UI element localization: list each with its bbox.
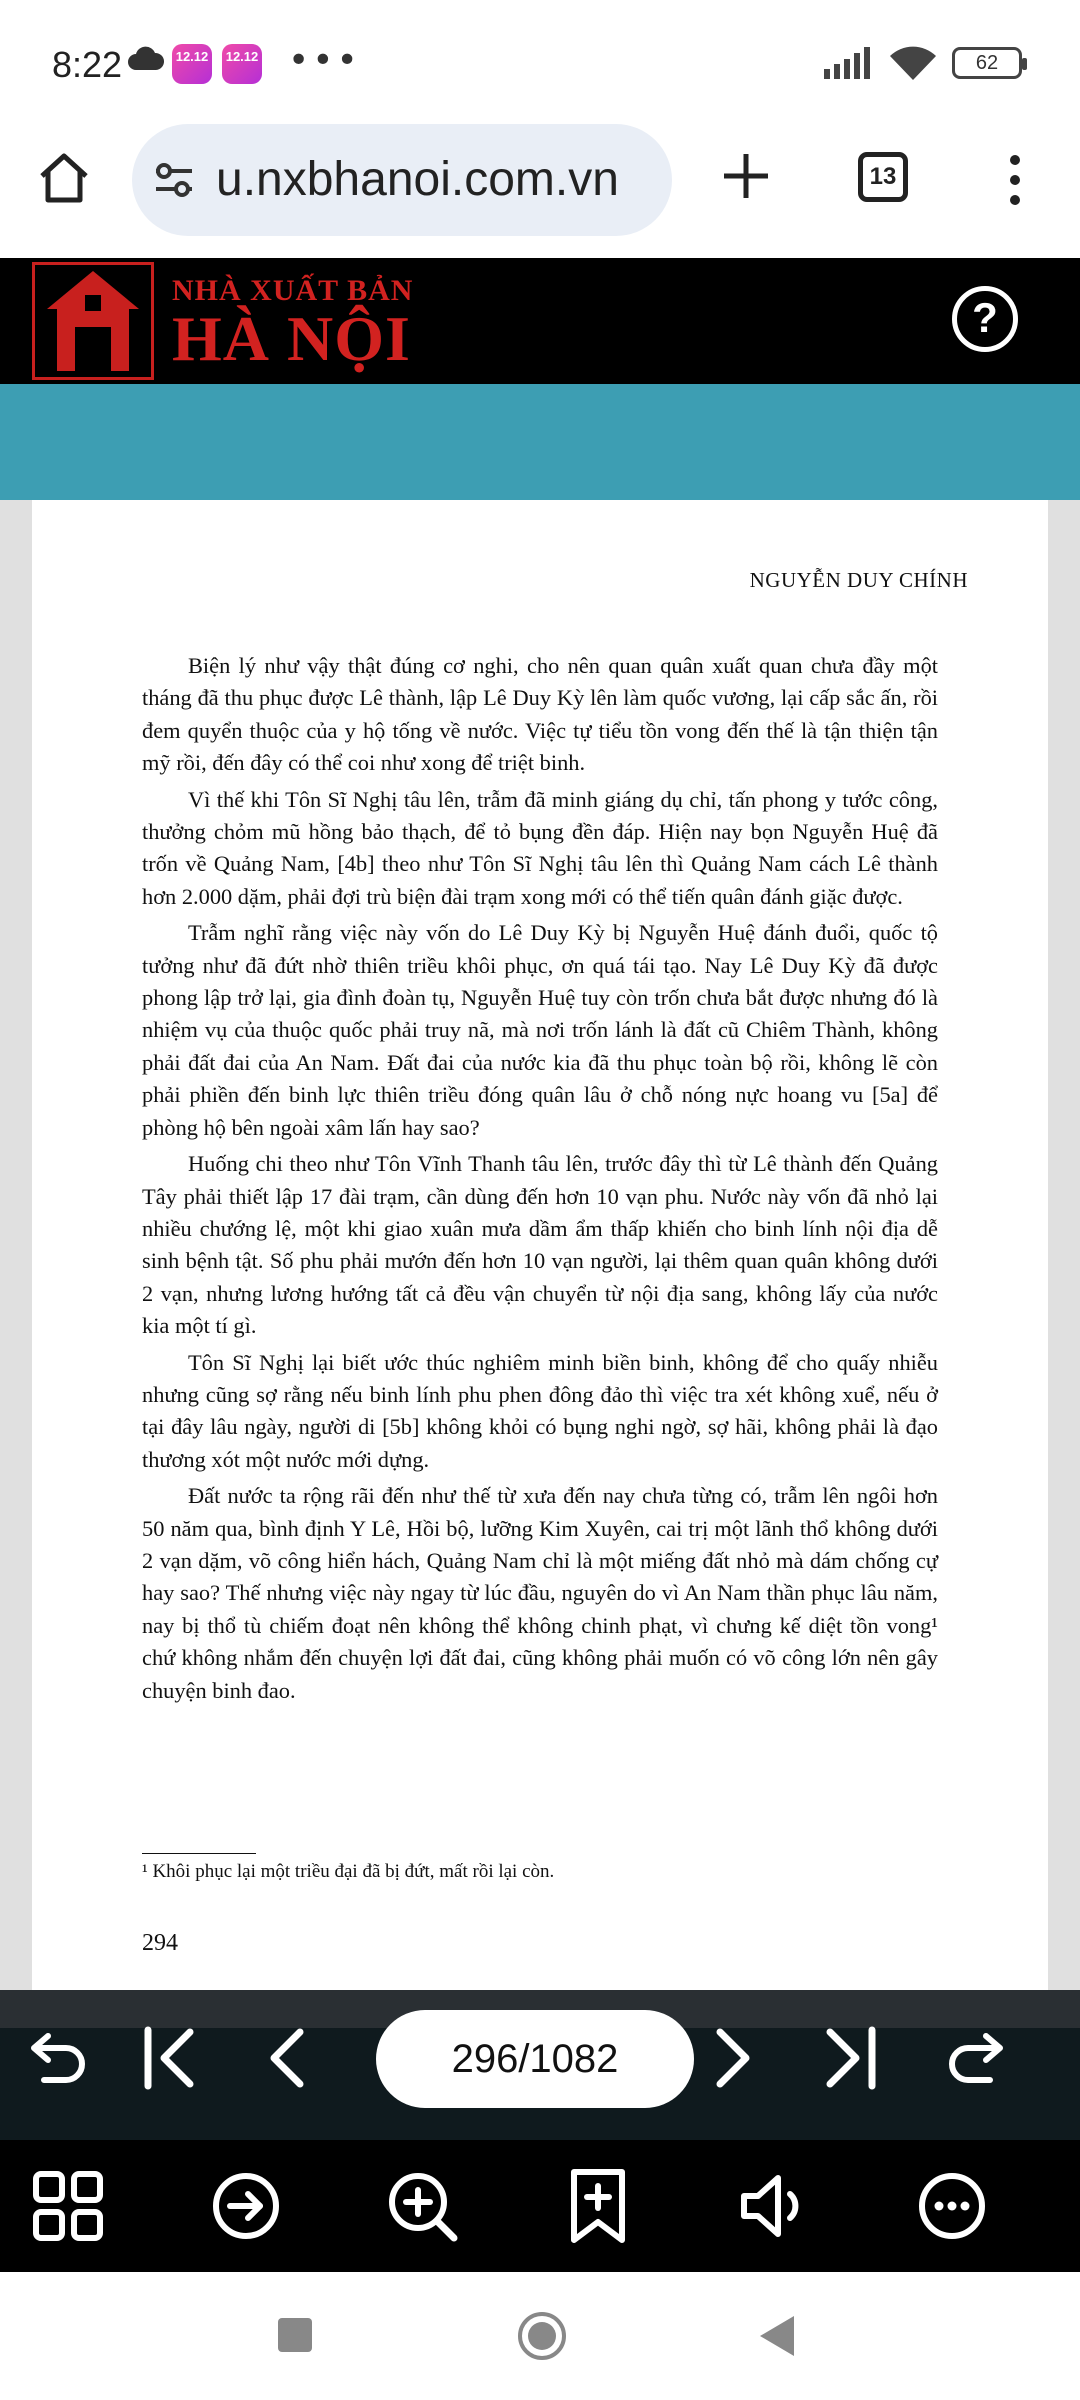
- next-page-icon[interactable]: [692, 2018, 772, 2098]
- reader-toolbar: [0, 2140, 1080, 2272]
- teal-banner: [0, 384, 1080, 500]
- signal-icon: [824, 47, 874, 79]
- site-settings-icon[interactable]: [152, 158, 196, 202]
- last-page-icon[interactable]: [808, 2018, 888, 2098]
- help-button[interactable]: ?: [952, 286, 1018, 352]
- paragraph: Vì thế khi Tôn Sĩ Nghị tâu lên, trẫm đã minh giáng dụ chỉ, tấn phong y tước công, thưởng chỏm mũ hồng bảo thạch, để tỏ bụng đền đáp. Hiện nay bọn Nguyễn Huệ đã trốn về Quảng Nam, [4b] theo như Tôn Sĩ Nghị tâu lên thì Quảng Nam cách Lê thành hơn 2.000 dặm, phải đợi trù biện đài trạm xong mới có thể tiến quân đánh giặc được.: [142, 786, 938, 909]
- address-bar[interactable]: [132, 124, 672, 236]
- go-to-icon[interactable]: [206, 2166, 286, 2246]
- book-viewer[interactable]: [0, 500, 1080, 2020]
- bookmark-add-icon[interactable]: [558, 2166, 638, 2246]
- page-body: [142, 650, 938, 1711]
- tab-switcher-button[interactable]: 13: [858, 152, 908, 202]
- system-nav-bar: [0, 2272, 1080, 2400]
- page-indicator[interactable]: 296/1082: [376, 2010, 694, 2108]
- logo-text-main: HÀ NỘI: [172, 303, 411, 374]
- redo-icon[interactable]: [938, 2018, 1018, 2098]
- book-page: [32, 500, 1048, 2000]
- grid-icon[interactable]: [28, 2166, 108, 2246]
- more-notifications-icon: •••: [288, 40, 361, 81]
- recents-button[interactable]: [278, 2318, 312, 2352]
- prev-page-icon[interactable]: [248, 2018, 328, 2098]
- first-page-icon[interactable]: [132, 2018, 212, 2098]
- zoom-in-icon[interactable]: [382, 2166, 462, 2246]
- publisher-logo[interactable]: [32, 262, 154, 380]
- reader-nav-bar: [0, 1990, 1080, 2140]
- running-header: NGUYỄN DUY CHÍNH: [749, 568, 968, 592]
- paragraph: Tôn Sĩ Nghị lại biết ước thúc nghiêm minh biền binh, không để cho quấy nhiễu nhưng cũng sợ rằng nếu binh lính phu phen đông đảo thì việc tra xét không xuể, nếu ở tại đây lâu ngày, người di [5b] không khỏi có bụng nghi ngờ, sợ hãi, không phải là đạo thương xót một nước mới dựng.: [142, 1349, 938, 1472]
- logo-text-top: NHÀ XUẤT BẢN: [172, 274, 414, 307]
- site-header: [0, 258, 1080, 384]
- undo-icon[interactable]: [16, 2018, 96, 2098]
- status-time: 8:22: [52, 44, 123, 85]
- logo-house-icon: [35, 265, 151, 377]
- app-notification-icon: 12.12: [172, 44, 212, 84]
- battery-icon: 62: [952, 47, 1022, 79]
- home-icon[interactable]: [36, 150, 92, 206]
- speaker-icon[interactable]: [736, 2166, 816, 2246]
- paragraph: Huống chi theo như Tôn Vĩnh Thanh tâu lên, trước đây thì từ Lê thành đến Quảng Tây phải thiết lập 17 đài trạm, cần dùng đến hơn 10 vạn phu. Nước này vốn đã nhỏ lại nhiều chướng lệ, một khi giao xuân mưa dầm ẩm thấp khiến cho binh lính nội địa dễ sinh bệnh tật. Số phu phải mướn đến hơn 10 vạn người, lại thêm quan quân không dưới 2 vạn, nhưng lương hướng tất cả đều vận chuyển từ nội địa sang, không lấy của nước kia một tí gì.: [142, 1151, 938, 1339]
- home-button[interactable]: [518, 2312, 566, 2360]
- url-text[interactable]: u.nxbhanoi.com.vn: [216, 153, 619, 206]
- cloud-icon: [128, 46, 164, 72]
- paragraph: Đất nước ta rộng rãi đến như thế từ xưa đến nay chưa từng có, trẫm lên ngôi hơn 50 năm qua, bình định Y Lê, Hồi bộ, lưỡng Kim Xuyên, cai trị một lãnh thổ không dưới 2 vạn dặm, võ công hiển hách, Quảng Nam chỉ là một miếng đất nhỏ mà dám chống cự hay sao? Thế nhưng việc này ngay từ lúc đầu, nguyên do vì An Nam thần phục lâu năm, nay bị thổ tù chiếm đoạt nên không thể không chinh phạt, vì chưng kế diệt tồn vong¹ chứ không nhắm đến chuyện lợi đất đai, cũng không phải muốn có võ công lớn nên gây chuyện binh đao.: [142, 1483, 938, 1703]
- paragraph: Biện lý như vậy thật đúng cơ nghi, cho nên quan quân xuất quan chưa đầy một tháng đã thu phục được Lê thành, lập Lê Duy Kỳ lên làm quốc vương, lại cấp sắc ấn, rồi đem quyển thuộc của y hộ tống về nước. Việc tự tiểu tồn vong đến thế là tận thiện tận mỹ rồi, đến đây có thể coi như xong để triệt binh.: [142, 653, 938, 776]
- paragraph: Trẫm nghĩ rằng việc này vốn do Lê Duy Kỳ bị Nguyễn Huệ đánh đuổi, quốc tộ tưởng như đã đứt nhờ thiên triều khôi phục, ơn quá tái tạo. Nay Lê Duy Kỳ đã được phong lập trở lại, gia đình đoàn tụ, Nguyễn Huệ tuy còn trốn chưa bắt được nhưng đó là nhiệm vụ của thuộc quốc phải truy nã, mà nơi trốn lánh là đất cũ Chiêm Thành, không phải đất đai của An Nam. Đất đai của nước kia đã thu phục toàn bộ rồi, không lẽ còn phải phiền đến binh lực thiên triều đóng quân lâu ở chỗ nóng nực hoang vu [5a] để phòng hộ bên ngoài xâm lấn hay sao?: [142, 920, 938, 1140]
- footnote-divider: [142, 1853, 256, 1854]
- wifi-icon: [890, 46, 936, 80]
- back-button[interactable]: [760, 2316, 794, 2356]
- page-number: 294: [142, 1930, 178, 1956]
- browser-toolbar: [0, 110, 1080, 260]
- more-icon[interactable]: [912, 2166, 992, 2246]
- app-notification-icon: 12.12: [222, 44, 262, 84]
- new-tab-icon[interactable]: [716, 146, 776, 206]
- footnote: ¹ Khôi phục lại một triều đại đã bị đứt, mất rồi lại còn.: [142, 1861, 555, 1882]
- overflow-menu-icon[interactable]: [1000, 150, 1030, 210]
